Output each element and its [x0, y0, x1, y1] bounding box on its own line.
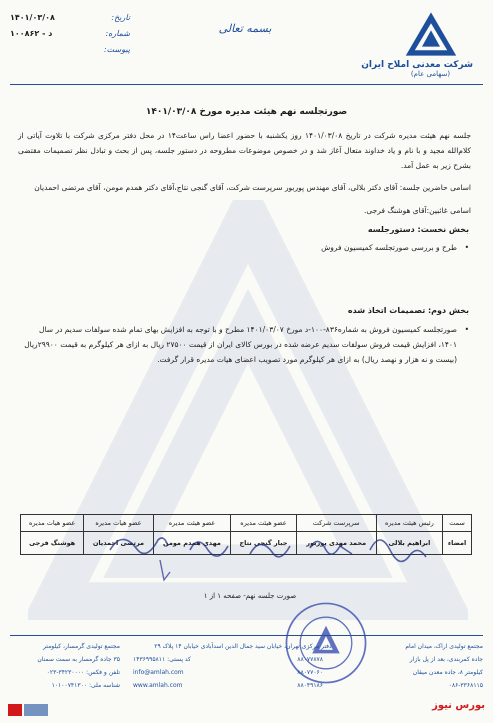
signature-header: امضاء — [443, 532, 472, 555]
date-value: ۱۴۰۱/۰۳/۰۸ — [10, 13, 55, 22]
signer-name: محمد مهدی پوربور — [296, 532, 376, 555]
number-value: د - ۱۰۰۸۶۲ — [10, 29, 53, 38]
bullet-icon: • — [464, 325, 469, 334]
section2-item-text: صورتجلسه کمیسیون فروش به شماره۸۳۶‌-۱۰۰-د مورخ ۱۴۰۱/۰۳/۰۷ مطرح و با توجه به افزایش بهای تمام شده سولفات سدیم در سال ۱۴۰۱، افزایش قیمت فروش سولفات سدیم عرضه شده در بورس کالای ایران از قیمت ۲۷۵۰۰ ریال به ازای هر کیلوگرم به قیمت ۲۹۹۰۰ریال (بیست و نه هزار و نهصد ریال) به ازای هر کیلوگرم مورد تصویب اعضای هیات مدیره قرار گرفت. — [24, 325, 457, 364]
handwritten-signatures-icon — [40, 520, 460, 590]
absentees-paragraph: اسامی غائبین:آقای هوشنگ فرجی. — [363, 206, 471, 215]
role-cell: عضو هیات مدیره — [84, 515, 153, 532]
partner-logo-icon — [8, 702, 48, 718]
role-cell: سرپرست شرکت — [296, 515, 376, 532]
footer-col-arak: مجتمع تولیدی اراک، میدان امام جاده کمربندی، بعد از پل بازار کیلومتر ۸، جاده معدن میقان ۰۸۶-۳۳۶۸۱۱۵ — [405, 643, 483, 689]
company-logo-block — [361, 10, 473, 78]
section1-item — [22, 240, 469, 255]
document-title: صورتجلسه نهم هیئت مدیره مورخ ۱۴۰۱/۰۳/۰۸ — [145, 107, 348, 117]
letter-meta — [10, 10, 130, 58]
footer-col-tehran-phones: ۸۸۰۷۷۸۷۸ ۸۸۰۷۷۰۶۰ ۸۸۰۴۹۱۸۶ — [297, 656, 323, 689]
footer-col-garmsar: مجتمع تولیدی گرمسار، کیلومتر ۳۵ جاده گرمسار به سمت سمنان تلفن و فکس: ۳۴۲۳۰۰۰۰-۰۲۳ شناسه ملی: ۱۰۱۰۰۷۴۱۳۰۰ — [37, 643, 120, 689]
date-label: تاریخ: — [111, 13, 130, 22]
role-cell: عضو هیئت مدیره — [153, 515, 231, 532]
bullet-icon: • — [464, 243, 469, 252]
role-cell: عضو هیئت مدیره — [231, 515, 296, 532]
intro-paragraph: جلسه نهم هیئت مدیره شرکت در تاریخ ۱۴۰۱/۰۳/۰۸ روز یکشنبه با حضور اعضا راس ساعت۱۴ در محل دفتر مرکزی شرکت با تلاوت آیاتی از کلام‌الله مجید و با نام و یاد خداوند متعال آغاز شد و در خصوص موضوعات مطروحه در دستور جلسه، پس از بحث و تبادل نظر تصمیمات مقتضی بشرح زیر به عمل آمد. — [18, 131, 471, 170]
bourse-news-badge: بورس نیوز — [432, 700, 485, 711]
letter-footer — [10, 640, 483, 702]
footer-col-tehran-title: دفتر مرکزی تهران، خیابان سید جمال الدین اسدآبادی خیابان ۱۴ پلاک ۲۹ — [154, 643, 332, 650]
footer-website-link[interactable]: www.amlah.com — [133, 682, 183, 689]
footer-divider — [10, 635, 483, 636]
signer-name: مرتضی احمدیان — [84, 532, 153, 555]
attendees-paragraph: اسامی حاضرین جلسه: آقای دکتر بلالی، آقای مهندس پوربور سرپرست شرکت، آقای گنجی نتاج،آقای دکتر همدم مومن، آقای مرتضی احمدیان — [34, 183, 471, 192]
signer-name: جبار گنجی نتاج — [231, 532, 296, 555]
header-bismillah: بسمه تعالی — [218, 22, 272, 35]
number-label: شماره: — [105, 29, 130, 38]
page-footer-text: صورت جلسه نهم- صفحه ۱ از ۱ — [203, 592, 297, 600]
company-logo-icon — [404, 10, 458, 58]
section2-item — [22, 322, 469, 367]
section1-heading: بخش نخست: دستورجلسه — [367, 225, 469, 234]
attachment-label: پیوست: — [103, 45, 130, 54]
signer-name: مهدی همدم مومن — [153, 532, 231, 555]
company-name: شرکت معدنی املاح ایران — [361, 60, 473, 70]
meta-date-row — [10, 10, 130, 26]
footer-col-tehran-contact: کد پستی: ۱۴۳۶۹۹۵۸۱۱ info@amlah.com www.amlah.com — [133, 653, 233, 692]
section2-heading: بخش دوم: تصمیمات اتخاذ شده — [347, 306, 469, 315]
signer-name: ابراهیم بلالی — [376, 532, 442, 555]
meta-attachment-row — [10, 42, 130, 58]
role-cell: رئیس هیئت مدیره — [376, 515, 442, 532]
signer-name: هوشنگ فرجی — [21, 532, 84, 555]
section1-item-text: طرح و بررسی صورتجلسه کمیسیون فروش — [321, 243, 457, 252]
role-header: سمت — [443, 515, 472, 532]
meta-number-row — [10, 26, 130, 42]
company-subtitle: (سهامی عام) — [410, 70, 451, 78]
role-cell: عضو هیات مدیره — [21, 515, 84, 532]
header-divider — [10, 84, 483, 85]
footer-email-link[interactable]: info@amlah.com — [133, 669, 184, 676]
